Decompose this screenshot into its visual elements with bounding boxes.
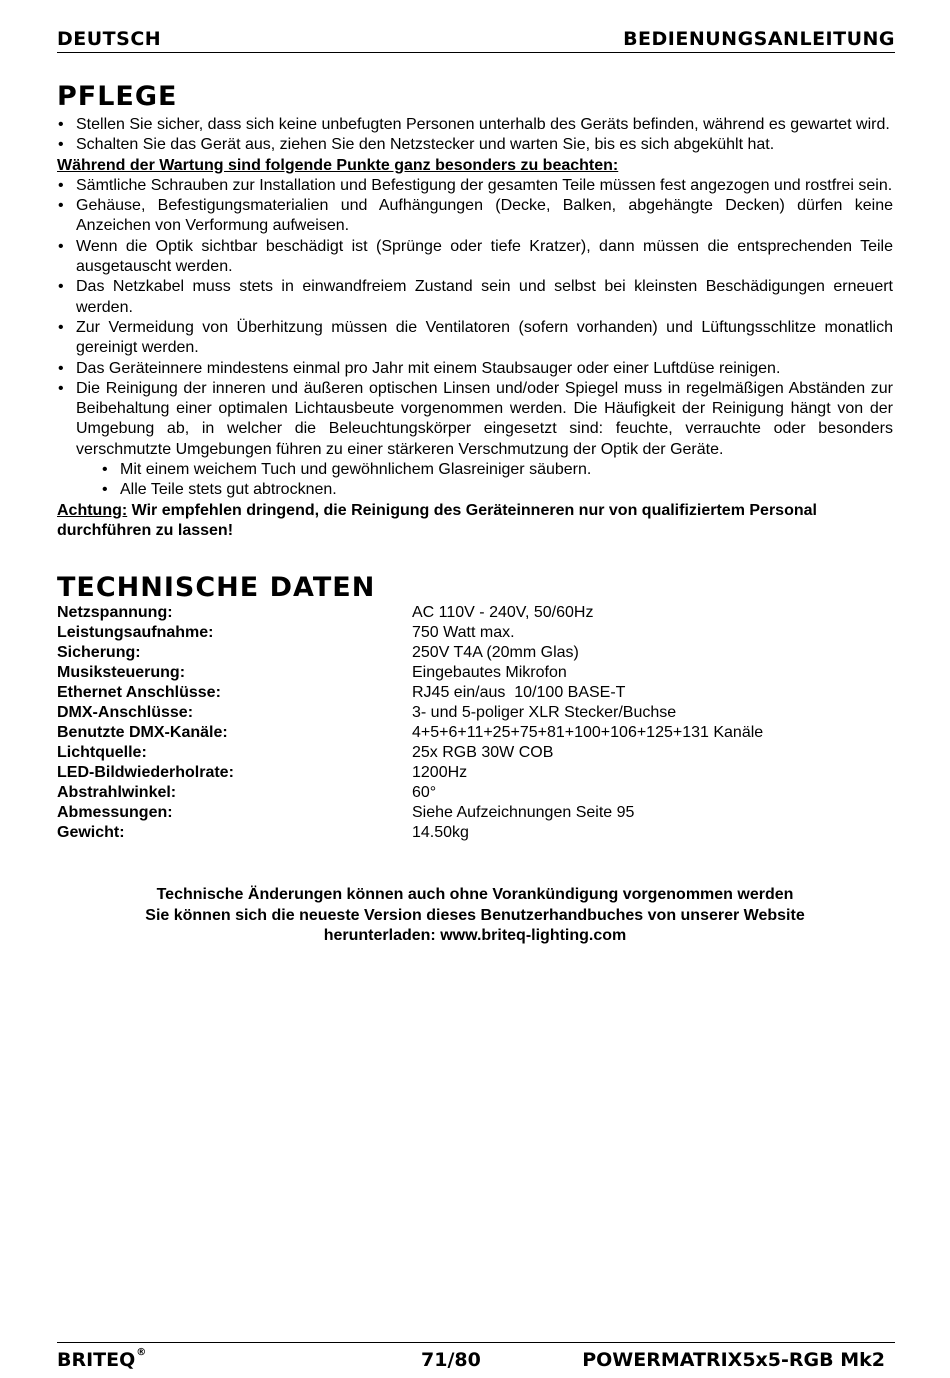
spec-value: 60° bbox=[412, 784, 437, 802]
spec-value: Eingebautes Mikrofon bbox=[412, 664, 567, 682]
closing-note bbox=[57, 885, 893, 946]
page-header bbox=[57, 22, 895, 53]
spec-key: DMX-Anschlüsse: bbox=[57, 704, 194, 722]
brand-name: BRITEQ bbox=[57, 1349, 136, 1371]
table-row bbox=[57, 763, 763, 783]
registered-mark: ® bbox=[136, 1347, 147, 1358]
list-item: • Mit einem weichem Tuch und gewöhnlichem Glasreiniger säubern. bbox=[101, 460, 893, 480]
pflege-sub-bullets bbox=[57, 460, 893, 501]
spec-value: 25x RGB 30W COB bbox=[412, 744, 554, 762]
spec-table bbox=[57, 603, 763, 843]
spec-value: 14.50kg bbox=[412, 824, 469, 842]
footer-model: POWERMATRIX5x5-RGB Mk2 bbox=[582, 1349, 885, 1371]
maintenance-heading: Während der Wartung sind folgende Punkte ganz besonders zu beachten: bbox=[57, 156, 619, 174]
closing-line: herunterladen: www.briteq-lighting.com bbox=[323, 926, 627, 944]
spec-key: Ethernet Anschlüsse: bbox=[57, 684, 221, 702]
spec-key: Gewicht: bbox=[57, 824, 125, 842]
header-doc-type: BEDIENUNGSANLEITUNG bbox=[623, 28, 895, 50]
spec-key: Abmessungen: bbox=[57, 804, 173, 822]
table-row bbox=[57, 783, 763, 803]
table-row bbox=[57, 623, 763, 643]
list-item: • Die Reinigung der inneren und äußeren optischen Linsen und/oder Spiegel muss in regelmäßigen Abständen zur Beibehaltung einer optimalen Lichtausbeute vorgenommen werden. Die Häufigkeit der Reinigung hängt von der Umgebung ab, in welcher die Beleuchtungskörper eingesetzt sind: feuchte, verrauchte oder besonders verschmutzte Umgebungen führen zu einer stärkeren Verschmutzung der Optik der Geräte. bbox=[57, 379, 893, 460]
table-row bbox=[57, 743, 763, 763]
table-row bbox=[57, 703, 763, 723]
pflege-bullets-top bbox=[57, 115, 893, 156]
list-item: • Das Netzkabel muss stets in einwandfreiem Zustand sein und selbst bei kleinsten Beschädigungen erneuert werden. bbox=[57, 277, 893, 318]
list-item: • Zur Vermeidung von Überhitzung müssen die Ventilatoren (sofern vorhanden) und Lüftungsschlitze monatlich gereinigt werden. bbox=[57, 318, 893, 359]
spec-key: Benutzte DMX-Kanäle: bbox=[57, 724, 228, 742]
list-item: • Das Geräteinnere mindestens einmal pro Jahr mit einem Staubsauger oder einer Luftdüse reinigen. bbox=[57, 359, 893, 379]
closing-line: Sie können sich die neueste Version dieses Benutzerhandbuches von unserer Website bbox=[145, 906, 805, 924]
table-row bbox=[57, 823, 763, 843]
spec-key: Musiksteuerung: bbox=[57, 664, 186, 682]
pflege-section bbox=[57, 115, 893, 541]
warning-label: Achtung: bbox=[57, 501, 128, 519]
spec-key: Sicherung: bbox=[57, 644, 141, 662]
section-title-specs: TECHNISCHE DATEN bbox=[57, 572, 376, 604]
warning-note bbox=[57, 501, 893, 542]
spec-key: Abstrahlwinkel: bbox=[57, 784, 177, 802]
page-footer bbox=[57, 1342, 895, 1373]
spec-value: 1200Hz bbox=[412, 764, 468, 782]
spec-value: 4+5+6+11+25+75+81+100+106+125+131 Kanäle bbox=[412, 724, 764, 742]
spec-value: RJ45 ein/aus 10/100 BASE-T bbox=[412, 684, 626, 702]
warning-text: Wir empfehlen dringend, die Reinigung des Geräteinneren nur von qualifiziertem Personal durchführen zu lassen! bbox=[57, 501, 817, 539]
table-row bbox=[57, 643, 763, 663]
list-item: • Alle Teile stets gut abtrocknen. bbox=[101, 480, 893, 500]
spec-key: Leistungsaufnahme: bbox=[57, 624, 214, 642]
spec-value: 750 Watt max. bbox=[412, 624, 515, 642]
section-title-pflege: PFLEGE bbox=[57, 81, 178, 112]
page-number: 71/80 bbox=[421, 1349, 481, 1371]
pflege-bullets-maintenance bbox=[57, 176, 893, 460]
spec-key: Netzspannung: bbox=[57, 604, 173, 622]
table-row bbox=[57, 603, 763, 623]
table-row bbox=[57, 683, 763, 703]
spec-value: Siehe Aufzeichnungen Seite 95 bbox=[412, 804, 635, 822]
spec-value: AC 110V - 240V, 50/60Hz bbox=[412, 604, 594, 622]
page-content bbox=[57, 82, 893, 946]
table-row bbox=[57, 723, 763, 743]
list-item: • Wenn die Optik sichtbar beschädigt ist (Sprünge oder tiefe Kratzer), dann müssen die entsprechenden Teile ausgetauscht werden. bbox=[57, 237, 893, 278]
footer-brand bbox=[57, 1349, 146, 1371]
spec-key: LED-Bildwiederholrate: bbox=[57, 764, 234, 782]
list-item: • Gehäuse, Befestigungsmaterialien und Aufhängungen (Decke, Balken, abgehängte Decken) dürfen keine Anzeichen von Verformung aufweisen. bbox=[57, 196, 893, 237]
list-item: • Schalten Sie das Gerät aus, ziehen Sie den Netzstecker und warten Sie, bis es sich abgekühlt hat. bbox=[57, 135, 893, 155]
spec-value: 3- und 5-poliger XLR Stecker/Buchse bbox=[412, 704, 677, 722]
spec-value: 250V T4A (20mm Glas) bbox=[412, 644, 579, 662]
list-item: • Stellen Sie sicher, dass sich keine unbefugten Personen unterhalb des Geräts befinden, während es gewartet wird. bbox=[57, 115, 893, 135]
table-row bbox=[57, 803, 763, 823]
spec-key: Lichtquelle: bbox=[57, 744, 147, 762]
closing-line: Technische Änderungen können auch ohne Vorankündigung vorgenommen werden bbox=[156, 886, 794, 904]
list-item: • Sämtliche Schrauben zur Installation und Befestigung der gesamten Teile müssen fest angezogen und rostfrei sein. bbox=[57, 176, 893, 196]
table-row bbox=[57, 663, 763, 683]
header-language: DEUTSCH bbox=[57, 28, 162, 50]
